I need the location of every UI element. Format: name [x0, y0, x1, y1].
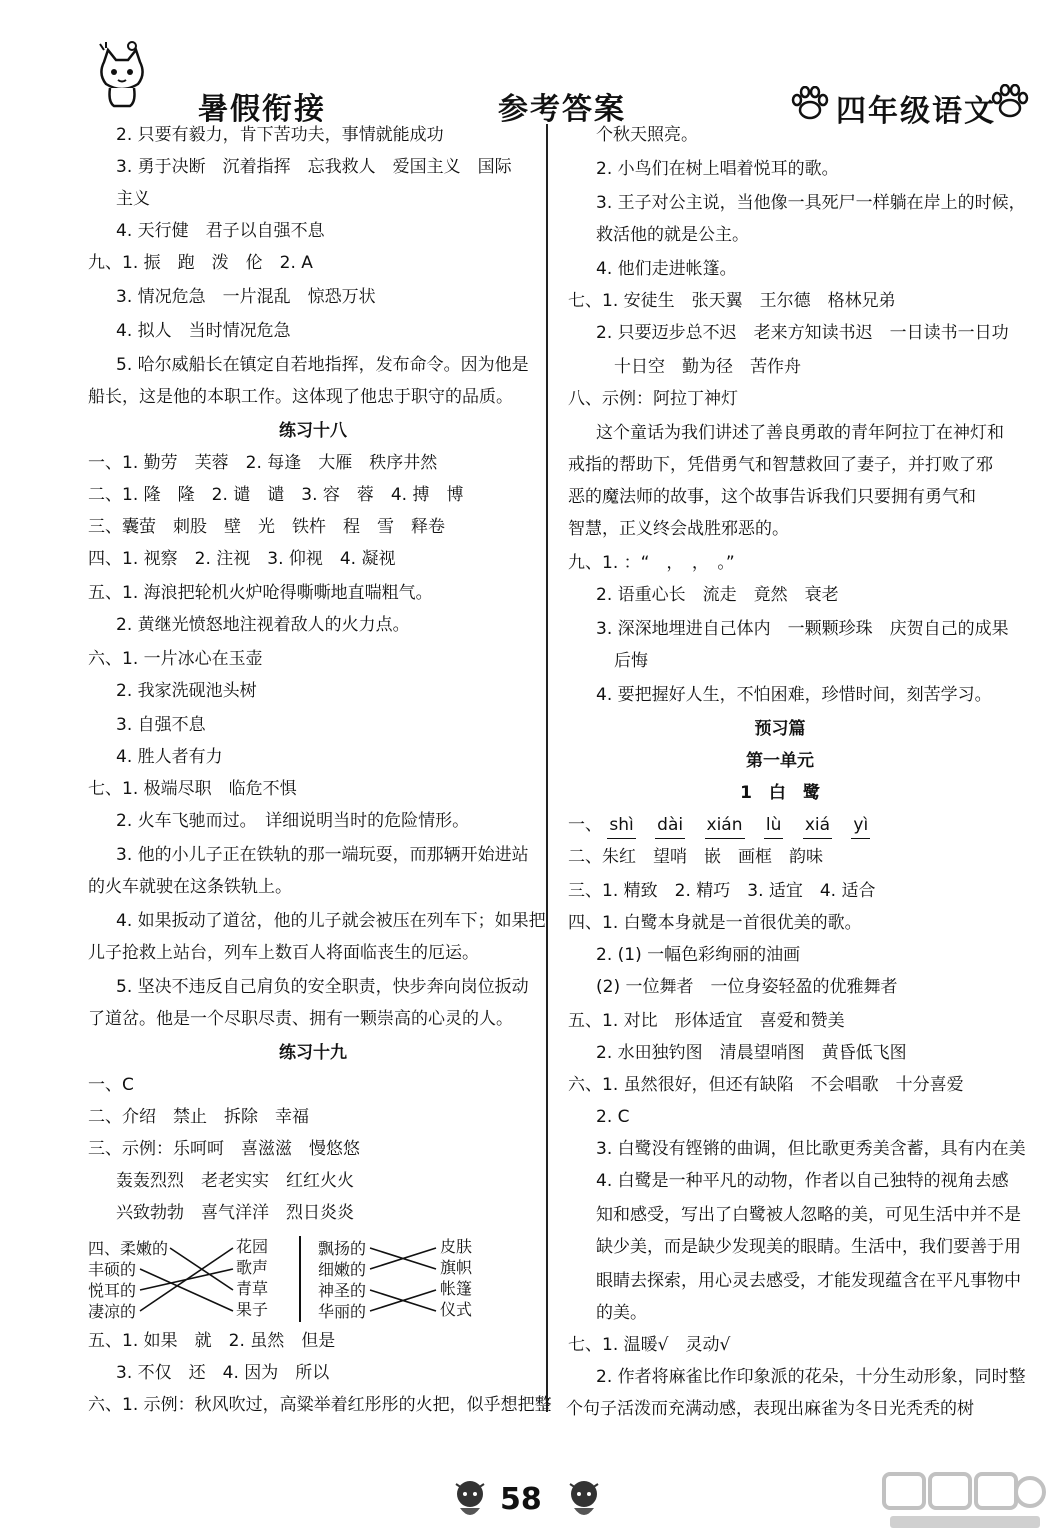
cat-mascot-icon — [92, 40, 152, 110]
answer-line: 二、介绍 禁止 拆除 幸福 — [88, 1107, 309, 1127]
answer-line: 主义 — [116, 189, 150, 209]
match-right-b: 旗帜 — [440, 1258, 473, 1277]
answer-line: 六、1. 示例：秋风吹过，高粱举着红彤彤的火把，似乎想把整 — [88, 1395, 552, 1415]
answer-line: 恶的魔法师的故事，这个故事告诉我们只要拥有勇气和 — [568, 487, 976, 507]
answer-line: 二、1. 隆 隆 2. 谴 谴 3. 容 蓉 4. 搏 博 — [88, 485, 464, 505]
answer-line: 后悔 — [614, 651, 648, 671]
match-left-a: 凄凉的 — [88, 1302, 137, 1321]
answer-line: 3. 情况危急 一片混乱 惊恐万状 — [116, 287, 376, 307]
answer-line: 4. 白鹭是一种平凡的动物，作者以自己独特的视角去感 — [596, 1171, 1009, 1191]
answer-line: 4. 如果扳动了道岔，他的儿子就会被压在列车下；如果把 — [116, 911, 546, 931]
pinyin-blank: dài — [655, 812, 685, 839]
answer-line: 3. 勇于决断 沉着指挥 忘我救人 爱国主义 国际 — [116, 157, 512, 177]
match-left-a: 悦耳的 — [88, 1281, 137, 1300]
answer-line: 3. 白鹭没有铿锵的曲调，但比歌更秀美含蓄，具有内在美 — [596, 1139, 1026, 1159]
answer-line: 2. 只要迈步总不迟 老来方知读书迟 一日读书一日功 — [596, 323, 1009, 343]
answer-line: 救活他的就是公主。 — [596, 225, 749, 245]
fairy-decoration-icon — [452, 1478, 488, 1522]
header-left-title: 暑假衔接 — [198, 92, 326, 127]
answer-line: 三、示例：乐呵呵 喜滋滋 慢悠悠 — [88, 1139, 360, 1159]
match-left-b: 飘扬的 — [318, 1239, 367, 1258]
match-left-a: 柔嫩的 — [120, 1239, 169, 1258]
answer-line: 这个童话为我们讲述了善良勇敢的青年阿拉丁在神灯和 — [596, 423, 1004, 443]
answer-line: 2. 火车飞驰而过。 详细说明当时的危险情形。 — [116, 811, 470, 831]
answer-line: 九、1. ：“ ， ， 。” — [568, 553, 735, 573]
answer-line: 九、1. 振 跑 泼 伦 2. A — [88, 253, 313, 273]
match-left-b: 细嫩的 — [318, 1260, 367, 1279]
watermark-logo — [880, 1470, 1050, 1532]
match-right-b: 皮肤 — [440, 1237, 473, 1256]
answer-line: 4. 他们走进帐篷。 — [596, 259, 737, 279]
answer-line: 一、1. 勤劳 芙蓉 2. 每逢 大雁 秩序井然 — [88, 453, 438, 473]
paw-print-icon — [990, 84, 1030, 120]
answer-line: 3. 王子对公主说，当他像一具死尸一样躺在岸上的时候， — [596, 193, 1026, 213]
match-right-a: 果子 — [236, 1300, 269, 1319]
answer-line: 3. 他的小儿子正在铁轨的那一端玩耍，而那辆开始进站 — [116, 845, 529, 865]
match-right-a: 花园 — [236, 1237, 269, 1256]
answer-line: 4. 要把握好人生，不怕困难，珍惜时间，刻苦学习。 — [596, 685, 992, 705]
answer-line: 眼睛去探索，用心灵去感受，才能发现蕴含在平凡事物中 — [596, 1271, 1021, 1291]
matching-exercise — [78, 1234, 518, 1324]
answer-line: 四、1. 白鹭本身就是一首很优美的歌。 — [568, 913, 862, 933]
answer-line: 四、1. 视察 2. 注视 3. 仰视 4. 凝视 — [88, 549, 396, 569]
answer-line: 2. 作者将麻雀比作印象派的花朵，十分生动形象，同时整 — [596, 1367, 1026, 1387]
answer-line: 的火车就驶在这条铁轨上。 — [88, 877, 292, 897]
answer-line: 的美。 — [596, 1303, 647, 1323]
match-left-b: 华丽的 — [318, 1302, 367, 1321]
answer-line: 六、1. 一片冰心在玉壶 — [88, 649, 263, 669]
pinyin-answer-line — [568, 812, 884, 839]
question-prefix: 一、 — [568, 815, 602, 835]
match-left-b: 神圣的 — [318, 1281, 367, 1300]
pinyin-blank: lù — [764, 812, 784, 839]
answer-line: 轰轰烈烈 老老实实 红红火火 — [116, 1171, 354, 1191]
answer-line: 了道岔。他是一个尽职尽责、拥有一颗崇高的心灵的人。 — [88, 1009, 513, 1029]
fairy-decoration-icon — [566, 1478, 602, 1522]
answer-line: 2. 小鸟们在树上唱着悦耳的歌。 — [596, 159, 839, 179]
answer-line: 2. 只要有毅力，肯下苦功夫，事情就能成功 — [116, 125, 444, 145]
pinyin-blank: yì — [851, 812, 870, 839]
match-left-a: 丰硕的 — [88, 1260, 137, 1279]
matching-prefix: 四、 — [88, 1239, 121, 1258]
paw-print-icon — [790, 86, 830, 122]
answer-line: 4. 胜人者有力 — [116, 747, 223, 767]
answer-line: 二、朱红 望哨 嵌 画框 韵味 — [568, 847, 823, 867]
answer-line: 2. (1) 一幅色彩绚丽的油画 — [596, 945, 801, 965]
section-heading: 练习十九 — [279, 1043, 347, 1063]
answer-line: 3. 不仅 还 4. 因为 所以 — [116, 1363, 330, 1383]
pinyin-blank: xiá — [803, 812, 832, 839]
answer-line: 4. 拟人 当时情况危急 — [116, 321, 291, 341]
answer-line: 知和感受，写出了白鹭被人忽略的美，可见生活中并不是 — [596, 1205, 1021, 1225]
answer-line: 戒指的帮助下，凭借勇气和智慧救回了妻子，并打败了邪 — [568, 455, 993, 475]
answer-line: 3. 深深地埋进自己体内 一颗颗珍珠 庆贺自己的成果 — [596, 619, 1009, 639]
match-right-a: 歌声 — [236, 1258, 269, 1277]
answer-line: 七、1. 安徒生 张天翼 王尔德 格林兄弟 — [568, 291, 896, 311]
match-right-b: 仪式 — [440, 1300, 473, 1319]
answer-line: 五、1. 对比 形体适宜 喜爱和赞美 — [568, 1011, 845, 1031]
answer-line: 2. 我家洗砚池头树 — [116, 681, 257, 701]
answer-line: 3. 自强不息 — [116, 715, 206, 735]
answer-line: 智慧，正义终会战胜邪恶的。 — [568, 519, 789, 539]
answer-line: 五、1. 海浪把轮机火炉呛得嘶嘶地直喘粗气。 — [88, 583, 433, 603]
answer-line: 一、C — [88, 1075, 134, 1095]
answer-line: 三、囊萤 刺股 壁 光 铁杵 程 雪 释卷 — [88, 517, 445, 537]
answer-line: 儿子抢救上站台，列车上数百人将面临丧生的厄运。 — [88, 943, 479, 963]
answer-line: 4. 天行健 君子以自强不息 — [116, 221, 325, 241]
section-heading: 练习十八 — [279, 421, 347, 441]
header-center-title: 参考答案 — [498, 92, 626, 127]
section-heading: 预习篇 — [754, 719, 806, 739]
header-right-title: 四年级语文 — [836, 94, 996, 129]
answer-line: 2. 语重心长 流走 竟然 衰老 — [596, 585, 839, 605]
answer-line: 船长，这是他的本职工作。这体现了他忠于职守的品质。 — [88, 387, 513, 407]
answer-line: 六、1. 虽然很好，但还有缺陷 不会唱歌 十分喜爱 — [568, 1075, 964, 1095]
answer-line: 个秋天照亮。 — [596, 125, 698, 145]
answer-line: (2) 一位舞者 一位身姿轻盈的优雅舞者 — [596, 977, 898, 997]
answer-line: 三、1. 精致 2. 精巧 3. 适宜 4. 适合 — [568, 881, 876, 901]
answer-line: 5. 坚决不违反自己肩负的安全职责，快步奔向岗位扳动 — [116, 977, 529, 997]
answer-line: 八、示例：阿拉丁神灯 — [568, 389, 738, 409]
answer-line: 5. 哈尔威船长在镇定自若地指挥，发布命令。因为他是 — [116, 355, 529, 375]
answer-line: 2. 水田独钓图 清晨望哨图 黄昏低飞图 — [596, 1043, 907, 1063]
answer-line: 七、1. 温暖√ 灵动√ — [568, 1335, 731, 1355]
section-heading: 第一单元 — [746, 751, 814, 771]
answer-line: 兴致勃勃 喜气洋洋 烈日炎炎 — [116, 1203, 354, 1223]
page-number: 58 — [500, 1482, 542, 1517]
answer-line: 缺少美，而是缺少发现美的眼睛。生活中，我们要善于用 — [596, 1237, 1021, 1257]
answer-line: 2. 黄继光愤怒地注视着敌人的火力点。 — [116, 615, 410, 635]
answer-line: 2. C — [596, 1107, 630, 1127]
match-lines-b — [370, 1248, 436, 1311]
answer-line: 五、1. 如果 就 2. 虽然 但是 — [88, 1331, 336, 1351]
answer-line: 七、1. 极端尽职 临危不惧 — [88, 779, 297, 799]
lesson-title: 1 白 鹭 — [740, 783, 820, 803]
match-right-b: 帐篷 — [440, 1279, 473, 1298]
pinyin-blank: shì — [607, 812, 635, 839]
pinyin-blank: xián — [705, 812, 745, 839]
page-header — [0, 0, 1058, 129]
column-divider — [546, 124, 548, 1412]
answer-line: 十日空 勤为径 苦作舟 — [614, 357, 801, 377]
answer-line: 个句子活泼而充满动感，表现出麻雀为冬日光秃秃的树 — [566, 1399, 974, 1419]
match-right-a: 青草 — [236, 1279, 269, 1298]
